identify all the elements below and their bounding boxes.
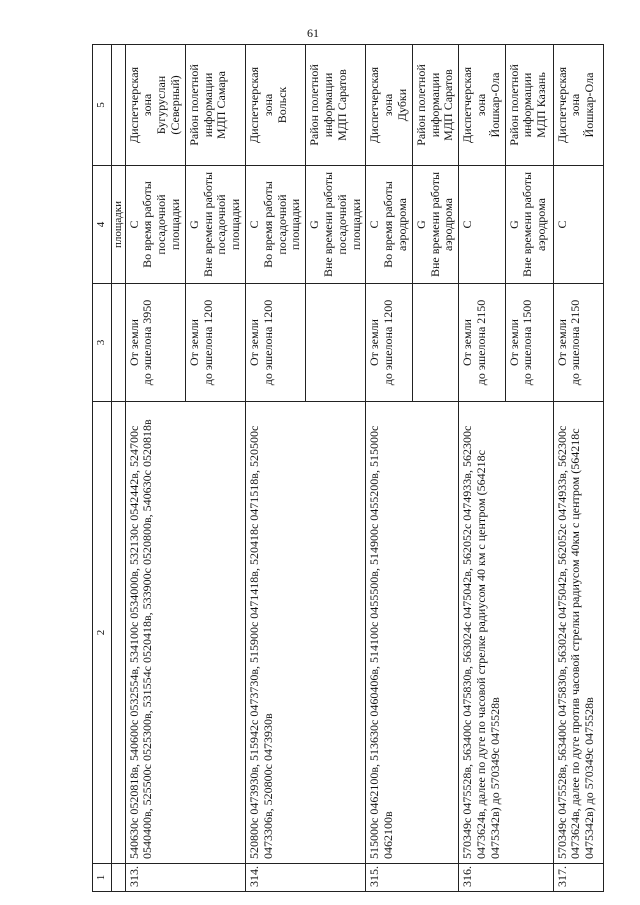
altitude-limits: От земли до эшелона 1200 — [366, 284, 412, 402]
altitude-limits — [412, 284, 458, 402]
table-row — [125, 45, 185, 892]
boundary-coordinates: 540630с 0520818в, 540600с 0532554в, 534100с 0534000в, 532130с 0542442в, 524700с 0540400в, 525500с 0525300в, 531554с 0520418в, 533900с 0520800в, 540630с 0520818в — [125, 402, 245, 864]
responsible-zone: Диспетчерская зона Вольск — [246, 45, 306, 166]
row-number: 314. — [246, 864, 366, 892]
table-row — [246, 45, 306, 892]
boundary-coordinates: 515000с 0462100в, 513630с 0460406в, 514100с 0455500в, 514900с 0455200в, 515000с 0462100в — [366, 402, 459, 864]
row-number: 313. — [125, 864, 245, 892]
altitude-limits: От земли до эшелона 1200 — [185, 284, 245, 402]
airspace-table-rotated — [92, 45, 597, 892]
header-col-5: 5 — [93, 45, 112, 166]
page-number: 61 — [307, 26, 319, 40]
responsible-zone: Диспетчерская зона Йошкар-Ола — [459, 45, 505, 166]
altitude-limits: От земли до эшелона 3950 — [125, 284, 185, 402]
airspace-class: С Во время работы аэродрома — [366, 166, 412, 284]
boundary-coordinates: 570349с 0475528в, 563400с 0475830в, 563024с 0475042в, 562052с 0474933в, 562300с 0473624в, далее по дуге против часовой стрелки радиусом 40км с центром (564218с 0475342в) до 570349с 0475528в — [553, 402, 603, 864]
responsible-zone: Район полетной информации МДП Казань — [505, 45, 553, 166]
responsible-zone: Район полетной информации МДП Саратов — [306, 45, 366, 166]
responsible-zone: Район полетной информации МДП Самара — [185, 45, 245, 166]
boundary-coordinates: 520800с 0473930в, 515942с 0473730в, 515900с 0471418в, 520418с 0471518в, 520500с 0473306в, 520800с 0473930в — [246, 402, 366, 864]
airspace-class: С — [459, 166, 505, 284]
table-row — [553, 45, 603, 892]
carryover-text: площадки — [112, 166, 126, 284]
header-col-1: 1 — [93, 864, 112, 892]
row-number: 316. — [459, 864, 553, 892]
responsible-zone: Район полетной информации МДП Саратов — [412, 45, 458, 166]
altitude-limits: От земли до эшелона 2150 — [553, 284, 603, 402]
header-col-3: 3 — [93, 284, 112, 402]
boundary-coordinates: 570349с 0475528в, 563400с 0475830в, 563024с 0475042в, 562052с 0474933в, 562300с 0473624в, далее по дуге по часовой стрелке радиусом 40 км с центром (564218с 0475342в) до 570349с 0475528в — [459, 402, 553, 864]
airspace-class: G Вне времени работы посадочной площадки — [306, 166, 366, 284]
airspace-class: G Вне времени работы посадочной площадки — [185, 166, 245, 284]
airspace-table — [92, 44, 604, 892]
table-row — [366, 45, 412, 892]
carryover-row — [112, 45, 126, 892]
airspace-class: С — [553, 166, 603, 284]
airspace-class: С Во время работы посадочной площадки — [246, 166, 306, 284]
header-col-4: 4 — [93, 166, 112, 284]
altitude-limits: От земли до эшелона 2150 — [459, 284, 505, 402]
table-row — [459, 45, 505, 892]
altitude-limits: От земли до эшелона 1500 — [505, 284, 553, 402]
altitude-limits — [306, 284, 366, 402]
responsible-zone: Диспетчерская зона Йошкар-Ола — [553, 45, 603, 166]
row-number: 315. — [366, 864, 459, 892]
responsible-zone: Диспетчерская зона Дубки — [366, 45, 412, 166]
row-number: 317. — [553, 864, 603, 892]
header-col-2: 2 — [93, 402, 112, 864]
airspace-class: G Вне времени работы аэродрома — [412, 166, 458, 284]
altitude-limits: От земли до эшелона 1200 — [246, 284, 306, 402]
airspace-class: G Вне времени работы аэродрома — [505, 166, 553, 284]
responsible-zone: Диспетчерская зона Бугуруслан (Северный) — [125, 45, 185, 166]
airspace-class: С Во время работы посадочной площадки — [125, 166, 185, 284]
table-header-row — [93, 45, 112, 892]
